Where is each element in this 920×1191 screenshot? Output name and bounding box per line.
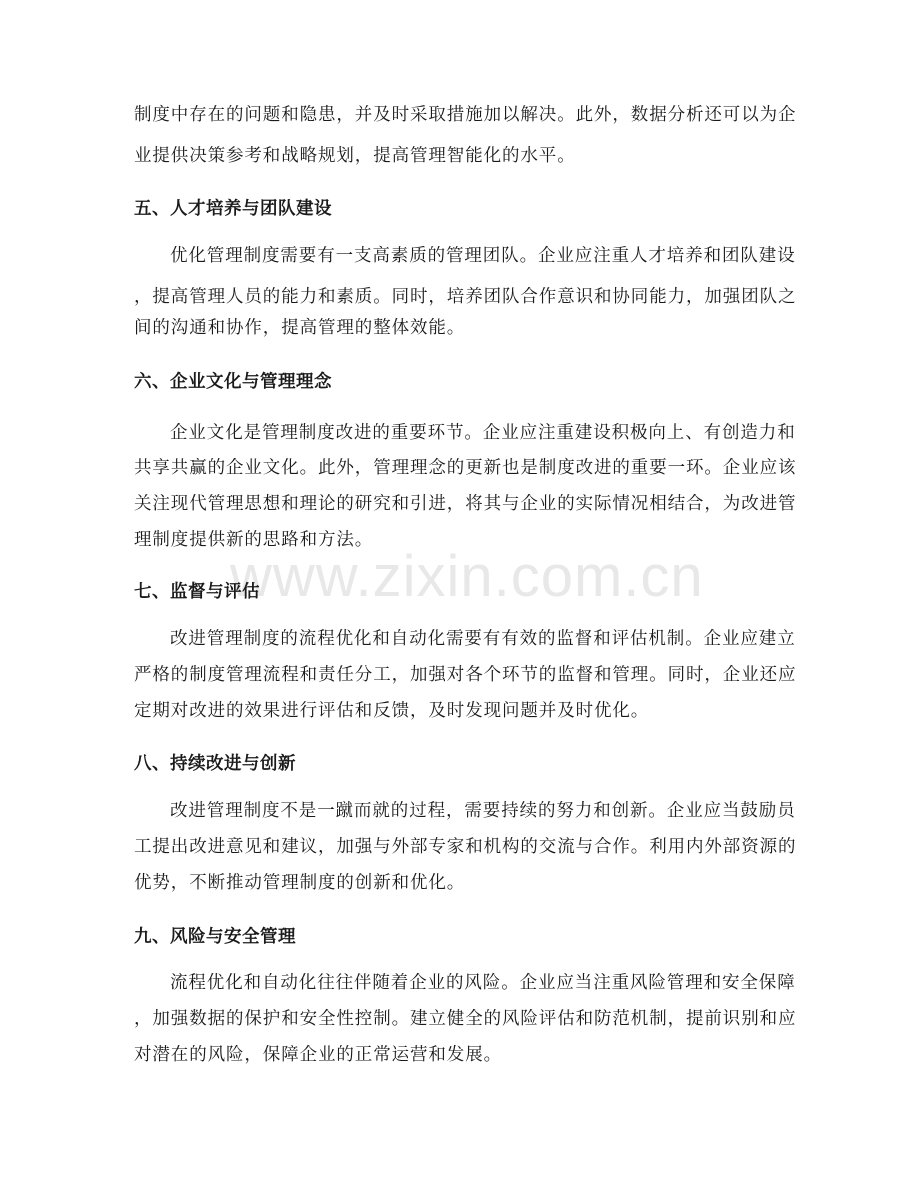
paragraph-line: 关注现代管理思想和理论的研究和引进，将其与企业的实际情况相结合，为改进管 bbox=[134, 494, 797, 514]
paragraph-line: 定期对改进的效果进行评估和反馈，及时发现问题并及时优化。 bbox=[134, 701, 650, 721]
section-heading: 六、企业文化与管理理念 bbox=[134, 372, 332, 392]
section-heading: 五、人才培养与团队建设 bbox=[134, 199, 332, 219]
paragraph-line: 制度中存在的问题和隐患，并及时采取措施加以解决。此外，数据分析还可以为企 bbox=[134, 105, 797, 125]
paragraph-line: 企业文化是管理制度改进的重要环节。企业应注重建设积极向上、有创造力和 bbox=[170, 423, 796, 443]
paragraph-line: 改进管理制度不是一蹴而就的过程，需要持续的努力和创新。企业应当鼓励员 bbox=[170, 801, 796, 821]
paragraph-line: ，提高管理人员的能力和素质。同时，培养团队合作意识和协同能力，加强团队之 bbox=[134, 287, 797, 307]
paragraph-line: 共享共赢的企业文化。此外，管理理念的更新也是制度改进的重要一环。企业应该 bbox=[134, 458, 797, 478]
watermark: www.zixin.com.cn bbox=[230, 544, 704, 609]
paragraph-line: 流程优化和自动化往往伴随着企业的风险。企业应当注重风险管理和安全保障 bbox=[170, 973, 796, 993]
paragraph-line: 改进管理制度的流程优化和自动化需要有有效的监督和评估机制。企业应建立 bbox=[170, 629, 796, 649]
paragraph-line: 优势，不断推动管理制度的创新和优化。 bbox=[134, 873, 466, 893]
paragraph-line: 业提供决策参考和战略规划，提高管理智能化的水平。 bbox=[134, 146, 576, 166]
paragraph-line: 优化管理制度需要有一支高素质的管理团队。企业应注重人才培养和团队建设 bbox=[170, 246, 796, 266]
paragraph-line: 工提出改进意见和建议，加强与外部专家和机构的交流与合作。利用内外部资源的 bbox=[134, 837, 797, 857]
paragraph-line: ，加强数据的保护和安全性控制。建立健全的风险评估和防范机制，提前识别和应 bbox=[134, 1009, 797, 1029]
section-heading: 七、监督与评估 bbox=[134, 582, 260, 602]
paragraph-line: 严格的制度管理流程和责任分工，加强对各个环节的监督和管理。同时，企业还应 bbox=[134, 665, 797, 685]
paragraph-line: 对潜在的风险，保障企业的正常运营和发展。 bbox=[134, 1045, 502, 1065]
section-heading: 八、持续改进与创新 bbox=[134, 754, 296, 774]
paragraph-line: 间的沟通和协作，提高管理的整体效能。 bbox=[134, 318, 466, 338]
section-heading: 九、风险与安全管理 bbox=[134, 927, 296, 947]
paragraph-line: 理制度提供新的思路和方法。 bbox=[134, 530, 374, 550]
